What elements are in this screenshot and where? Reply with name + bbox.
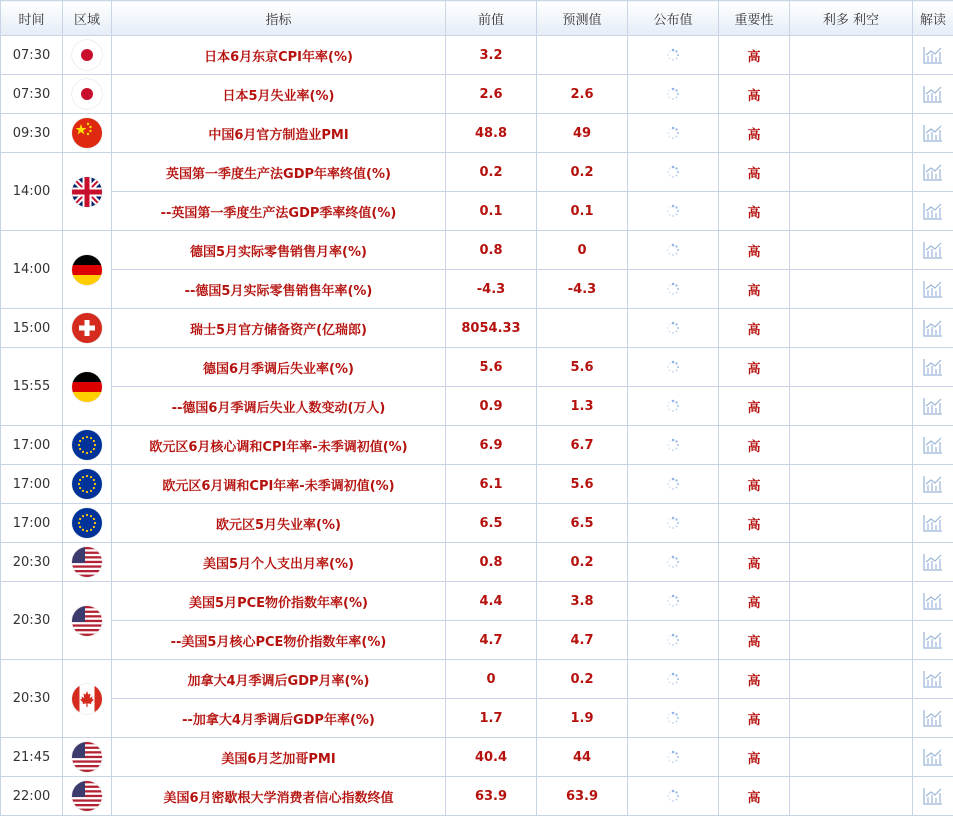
loading-icon bbox=[666, 48, 680, 62]
header-effect: 利多 利空 bbox=[790, 1, 913, 36]
actual-cell bbox=[628, 270, 719, 309]
previous-cell: 2.6 bbox=[446, 75, 537, 114]
previous-cell: 6.9 bbox=[446, 426, 537, 465]
forecast-cell: 0 bbox=[537, 231, 628, 270]
analysis-cell bbox=[913, 465, 953, 504]
importance-cell: 高 bbox=[719, 777, 790, 816]
usa-flag-icon bbox=[72, 781, 102, 811]
header-forecast: 预测值 bbox=[537, 1, 628, 36]
importance-cell: 高 bbox=[719, 309, 790, 348]
indicator-cell[interactable]: 日本6月东京CPI年率(%) bbox=[112, 36, 446, 75]
chart-analysis-icon[interactable] bbox=[923, 124, 943, 142]
table-row bbox=[1, 75, 953, 114]
previous-cell: 40.4 bbox=[446, 738, 537, 777]
forecast-cell: 44 bbox=[537, 738, 628, 777]
forecast-cell bbox=[537, 36, 628, 75]
region-cell bbox=[63, 348, 112, 426]
eu-flag-icon bbox=[72, 430, 102, 460]
forecast-cell: 6.5 bbox=[537, 504, 628, 543]
importance-cell: 高 bbox=[719, 387, 790, 426]
analysis-cell bbox=[913, 426, 953, 465]
indicator-cell[interactable]: 英国第一季度生产法GDP年率终值(%) bbox=[112, 153, 446, 192]
effect-cell bbox=[790, 36, 913, 75]
previous-cell: 63.9 bbox=[446, 777, 537, 816]
previous-cell: 0.1 bbox=[446, 192, 537, 231]
chart-analysis-icon[interactable] bbox=[923, 241, 943, 259]
actual-cell bbox=[628, 621, 719, 660]
effect-cell bbox=[790, 582, 913, 621]
importance-cell: 高 bbox=[719, 582, 790, 621]
chart-analysis-icon[interactable] bbox=[923, 436, 943, 454]
effect-cell bbox=[790, 660, 913, 699]
time-cell: 15:55 bbox=[1, 348, 63, 426]
analysis-cell bbox=[913, 75, 953, 114]
indicator-cell[interactable]: --德国6月季调后失业人数变动(万人) bbox=[112, 387, 446, 426]
header-time: 时间 bbox=[1, 1, 63, 36]
forecast-cell: 4.7 bbox=[537, 621, 628, 660]
eu-flag-icon bbox=[72, 508, 102, 538]
actual-cell bbox=[628, 660, 719, 699]
region-cell bbox=[63, 582, 112, 660]
forecast-cell: 0.2 bbox=[537, 543, 628, 582]
forecast-cell: 3.8 bbox=[537, 582, 628, 621]
loading-icon bbox=[666, 633, 680, 647]
region-cell bbox=[63, 36, 112, 75]
forecast-cell: 1.3 bbox=[537, 387, 628, 426]
loading-icon bbox=[666, 594, 680, 608]
chart-analysis-icon[interactable] bbox=[923, 163, 943, 181]
chart-analysis-icon[interactable] bbox=[923, 397, 943, 415]
importance-cell: 高 bbox=[719, 114, 790, 153]
actual-cell bbox=[628, 426, 719, 465]
chart-analysis-icon[interactable] bbox=[923, 358, 943, 376]
loading-icon bbox=[666, 204, 680, 218]
actual-cell bbox=[628, 348, 719, 387]
region-cell bbox=[63, 75, 112, 114]
region-cell bbox=[63, 738, 112, 777]
previous-cell: 4.4 bbox=[446, 582, 537, 621]
importance-cell: 高 bbox=[719, 36, 790, 75]
previous-cell: 5.6 bbox=[446, 348, 537, 387]
previous-cell: 0.2 bbox=[446, 153, 537, 192]
actual-cell bbox=[628, 75, 719, 114]
eu-flag-icon bbox=[72, 469, 102, 499]
chart-analysis-icon[interactable] bbox=[923, 553, 943, 571]
chart-analysis-icon[interactable] bbox=[923, 280, 943, 298]
indicator-cell[interactable]: 加拿大4月季调后GDP月率(%) bbox=[112, 660, 446, 699]
effect-cell bbox=[790, 192, 913, 231]
indicator-cell[interactable]: 欧元区6月调和CPI年率-未季调初值(%) bbox=[112, 465, 446, 504]
chart-analysis-icon[interactable] bbox=[923, 670, 943, 688]
germany-flag-icon bbox=[72, 372, 102, 402]
table-row bbox=[1, 621, 953, 660]
table-row bbox=[1, 114, 953, 153]
forecast-cell: 5.6 bbox=[537, 348, 628, 387]
indicator-cell[interactable]: --加拿大4月季调后GDP年率(%) bbox=[112, 699, 446, 738]
previous-cell: 6.5 bbox=[446, 504, 537, 543]
loading-icon bbox=[666, 789, 680, 803]
chart-analysis-icon[interactable] bbox=[923, 514, 943, 532]
time-cell: 09:30 bbox=[1, 114, 63, 153]
effect-cell bbox=[790, 699, 913, 738]
effect-cell bbox=[790, 426, 913, 465]
indicator-cell[interactable]: --美国5月核心PCE物价指数年率(%) bbox=[112, 621, 446, 660]
chart-analysis-icon[interactable] bbox=[923, 46, 943, 64]
effect-cell bbox=[790, 465, 913, 504]
header-analysis: 解读 bbox=[913, 1, 953, 36]
effect-cell bbox=[790, 738, 913, 777]
previous-cell: 0 bbox=[446, 660, 537, 699]
importance-cell: 高 bbox=[719, 660, 790, 699]
analysis-cell bbox=[913, 582, 953, 621]
effect-cell bbox=[790, 114, 913, 153]
previous-cell: 0.8 bbox=[446, 543, 537, 582]
loading-icon bbox=[666, 399, 680, 413]
effect-cell bbox=[790, 621, 913, 660]
forecast-cell: 0.2 bbox=[537, 153, 628, 192]
forecast-cell: -4.3 bbox=[537, 270, 628, 309]
actual-cell bbox=[628, 504, 719, 543]
forecast-cell: 1.9 bbox=[537, 699, 628, 738]
time-cell: 20:30 bbox=[1, 582, 63, 660]
analysis-cell bbox=[913, 543, 953, 582]
effect-cell bbox=[790, 270, 913, 309]
table-header-row bbox=[1, 1, 953, 36]
indicator-cell[interactable]: 日本5月失业率(%) bbox=[112, 75, 446, 114]
forecast-cell: 2.6 bbox=[537, 75, 628, 114]
loading-icon bbox=[666, 126, 680, 140]
importance-cell: 高 bbox=[719, 738, 790, 777]
header-importance: 重要性 bbox=[719, 1, 790, 36]
actual-cell bbox=[628, 192, 719, 231]
loading-icon bbox=[666, 321, 680, 335]
table-row bbox=[1, 309, 953, 348]
table-row bbox=[1, 387, 953, 426]
region-cell bbox=[63, 309, 112, 348]
actual-cell bbox=[628, 543, 719, 582]
table-row bbox=[1, 153, 953, 192]
forecast-cell bbox=[537, 309, 628, 348]
analysis-cell bbox=[913, 36, 953, 75]
effect-cell bbox=[790, 75, 913, 114]
region-cell bbox=[63, 543, 112, 582]
loading-icon bbox=[666, 711, 680, 725]
table-row bbox=[1, 738, 953, 777]
indicator-cell[interactable]: 美国5月PCE物价指数年率(%) bbox=[112, 582, 446, 621]
time-cell: 17:00 bbox=[1, 426, 63, 465]
importance-cell: 高 bbox=[719, 465, 790, 504]
analysis-cell bbox=[913, 270, 953, 309]
actual-cell bbox=[628, 777, 719, 816]
actual-cell bbox=[628, 699, 719, 738]
forecast-cell: 0.2 bbox=[537, 660, 628, 699]
actual-cell bbox=[628, 36, 719, 75]
chart-analysis-icon[interactable] bbox=[923, 202, 943, 220]
analysis-cell bbox=[913, 348, 953, 387]
previous-cell: 0.9 bbox=[446, 387, 537, 426]
indicator-cell[interactable]: --英国第一季度生产法GDP季率终值(%) bbox=[112, 192, 446, 231]
effect-cell bbox=[790, 309, 913, 348]
forecast-cell: 0.1 bbox=[537, 192, 628, 231]
chart-analysis-icon[interactable] bbox=[923, 85, 943, 103]
forecast-cell: 6.7 bbox=[537, 426, 628, 465]
uk-flag-icon bbox=[72, 177, 102, 207]
previous-cell: 8054.33 bbox=[446, 309, 537, 348]
indicator-cell[interactable]: 美国6月芝加哥PMI bbox=[112, 738, 446, 777]
analysis-cell bbox=[913, 192, 953, 231]
analysis-cell bbox=[913, 504, 953, 543]
effect-cell bbox=[790, 348, 913, 387]
region-cell bbox=[63, 504, 112, 543]
table-row bbox=[1, 231, 953, 270]
germany-flag-icon bbox=[72, 255, 102, 285]
region-cell bbox=[63, 153, 112, 231]
header-indicator: 指标 bbox=[112, 1, 446, 36]
table-row bbox=[1, 348, 953, 387]
analysis-cell bbox=[913, 777, 953, 816]
analysis-cell bbox=[913, 114, 953, 153]
effect-cell bbox=[790, 504, 913, 543]
previous-cell: 4.7 bbox=[446, 621, 537, 660]
indicator-cell[interactable]: 美国5月个人支出月率(%) bbox=[112, 543, 446, 582]
previous-cell: 1.7 bbox=[446, 699, 537, 738]
previous-cell: -4.3 bbox=[446, 270, 537, 309]
indicator-cell[interactable]: 欧元区5月失业率(%) bbox=[112, 504, 446, 543]
region-cell bbox=[63, 114, 112, 153]
indicator-cell[interactable]: 中国6月官方制造业PMI bbox=[112, 114, 446, 153]
japan-flag-icon bbox=[72, 40, 102, 70]
loading-icon bbox=[666, 438, 680, 452]
actual-cell bbox=[628, 309, 719, 348]
china-flag-icon bbox=[72, 118, 102, 148]
chart-analysis-icon[interactable] bbox=[923, 319, 943, 337]
region-cell bbox=[63, 231, 112, 309]
analysis-cell bbox=[913, 699, 953, 738]
region-cell bbox=[63, 465, 112, 504]
indicator-cell[interactable]: 欧元区6月核心调和CPI年率-未季调初值(%) bbox=[112, 426, 446, 465]
analysis-cell bbox=[913, 387, 953, 426]
time-cell: 17:00 bbox=[1, 504, 63, 543]
table-row bbox=[1, 36, 953, 75]
previous-cell: 0.8 bbox=[446, 231, 537, 270]
analysis-cell bbox=[913, 738, 953, 777]
previous-cell: 6.1 bbox=[446, 465, 537, 504]
chart-analysis-icon[interactable] bbox=[923, 787, 943, 805]
analysis-cell bbox=[913, 309, 953, 348]
effect-cell bbox=[790, 777, 913, 816]
time-cell: 21:45 bbox=[1, 738, 63, 777]
importance-cell: 高 bbox=[719, 231, 790, 270]
indicator-cell[interactable]: 德国5月实际零售销售月率(%) bbox=[112, 231, 446, 270]
table-row bbox=[1, 465, 953, 504]
table-row bbox=[1, 777, 953, 816]
loading-icon bbox=[666, 750, 680, 764]
importance-cell: 高 bbox=[719, 270, 790, 309]
importance-cell: 高 bbox=[719, 543, 790, 582]
chart-analysis-icon[interactable] bbox=[923, 631, 943, 649]
previous-cell: 3.2 bbox=[446, 36, 537, 75]
usa-flag-icon bbox=[72, 606, 102, 636]
chart-analysis-icon[interactable] bbox=[923, 592, 943, 610]
importance-cell: 高 bbox=[719, 621, 790, 660]
loading-icon bbox=[666, 87, 680, 101]
actual-cell bbox=[628, 153, 719, 192]
time-cell: 20:30 bbox=[1, 543, 63, 582]
table-row bbox=[1, 699, 953, 738]
actual-cell bbox=[628, 114, 719, 153]
importance-cell: 高 bbox=[719, 192, 790, 231]
importance-cell: 高 bbox=[719, 699, 790, 738]
table-row bbox=[1, 543, 953, 582]
loading-icon bbox=[666, 672, 680, 686]
actual-cell bbox=[628, 231, 719, 270]
table-row bbox=[1, 426, 953, 465]
effect-cell bbox=[790, 387, 913, 426]
loading-icon bbox=[666, 165, 680, 179]
indicator-cell[interactable]: --德国5月实际零售销售年率(%) bbox=[112, 270, 446, 309]
usa-flag-icon bbox=[72, 742, 102, 772]
importance-cell: 高 bbox=[719, 426, 790, 465]
loading-icon bbox=[666, 555, 680, 569]
indicator-cell[interactable]: 德国6月季调后失业率(%) bbox=[112, 348, 446, 387]
effect-cell bbox=[790, 231, 913, 270]
loading-icon bbox=[666, 243, 680, 257]
loading-icon bbox=[666, 282, 680, 296]
importance-cell: 高 bbox=[719, 348, 790, 387]
japan-flag-icon bbox=[72, 79, 102, 109]
time-cell: 15:00 bbox=[1, 309, 63, 348]
table-row bbox=[1, 504, 953, 543]
header-region: 区域 bbox=[63, 1, 112, 36]
importance-cell: 高 bbox=[719, 504, 790, 543]
actual-cell bbox=[628, 738, 719, 777]
canada-flag-icon bbox=[72, 684, 102, 714]
analysis-cell bbox=[913, 231, 953, 270]
table-row bbox=[1, 192, 953, 231]
region-cell bbox=[63, 777, 112, 816]
time-cell: 20:30 bbox=[1, 660, 63, 738]
loading-icon bbox=[666, 516, 680, 530]
time-cell: 07:30 bbox=[1, 36, 63, 75]
time-cell: 07:30 bbox=[1, 75, 63, 114]
time-cell: 14:00 bbox=[1, 231, 63, 309]
analysis-cell bbox=[913, 153, 953, 192]
table-row bbox=[1, 582, 953, 621]
analysis-cell bbox=[913, 621, 953, 660]
time-cell: 14:00 bbox=[1, 153, 63, 231]
chart-analysis-icon[interactable] bbox=[923, 748, 943, 766]
region-cell bbox=[63, 660, 112, 738]
actual-cell bbox=[628, 582, 719, 621]
header-previous: 前值 bbox=[446, 1, 537, 36]
importance-cell: 高 bbox=[719, 75, 790, 114]
chart-analysis-icon[interactable] bbox=[923, 475, 943, 493]
header-actual: 公布值 bbox=[628, 1, 719, 36]
actual-cell bbox=[628, 387, 719, 426]
usa-flag-icon bbox=[72, 547, 102, 577]
actual-cell bbox=[628, 465, 719, 504]
previous-cell: 48.8 bbox=[446, 114, 537, 153]
switzerland-flag-icon bbox=[72, 313, 102, 343]
forecast-cell: 63.9 bbox=[537, 777, 628, 816]
effect-cell bbox=[790, 153, 913, 192]
importance-cell: 高 bbox=[719, 153, 790, 192]
loading-icon bbox=[666, 360, 680, 374]
effect-cell bbox=[790, 543, 913, 582]
forecast-cell: 49 bbox=[537, 114, 628, 153]
analysis-cell bbox=[913, 660, 953, 699]
indicator-cell[interactable]: 瑞士5月官方储备资产(亿瑞郎) bbox=[112, 309, 446, 348]
table-row bbox=[1, 270, 953, 309]
region-cell bbox=[63, 426, 112, 465]
forecast-cell: 5.6 bbox=[537, 465, 628, 504]
indicator-cell[interactable]: 美国6月密歇根大学消费者信心指数终值 bbox=[112, 777, 446, 816]
time-cell: 17:00 bbox=[1, 465, 63, 504]
loading-icon bbox=[666, 477, 680, 491]
chart-analysis-icon[interactable] bbox=[923, 709, 943, 727]
time-cell: 22:00 bbox=[1, 777, 63, 816]
table-row bbox=[1, 660, 953, 699]
